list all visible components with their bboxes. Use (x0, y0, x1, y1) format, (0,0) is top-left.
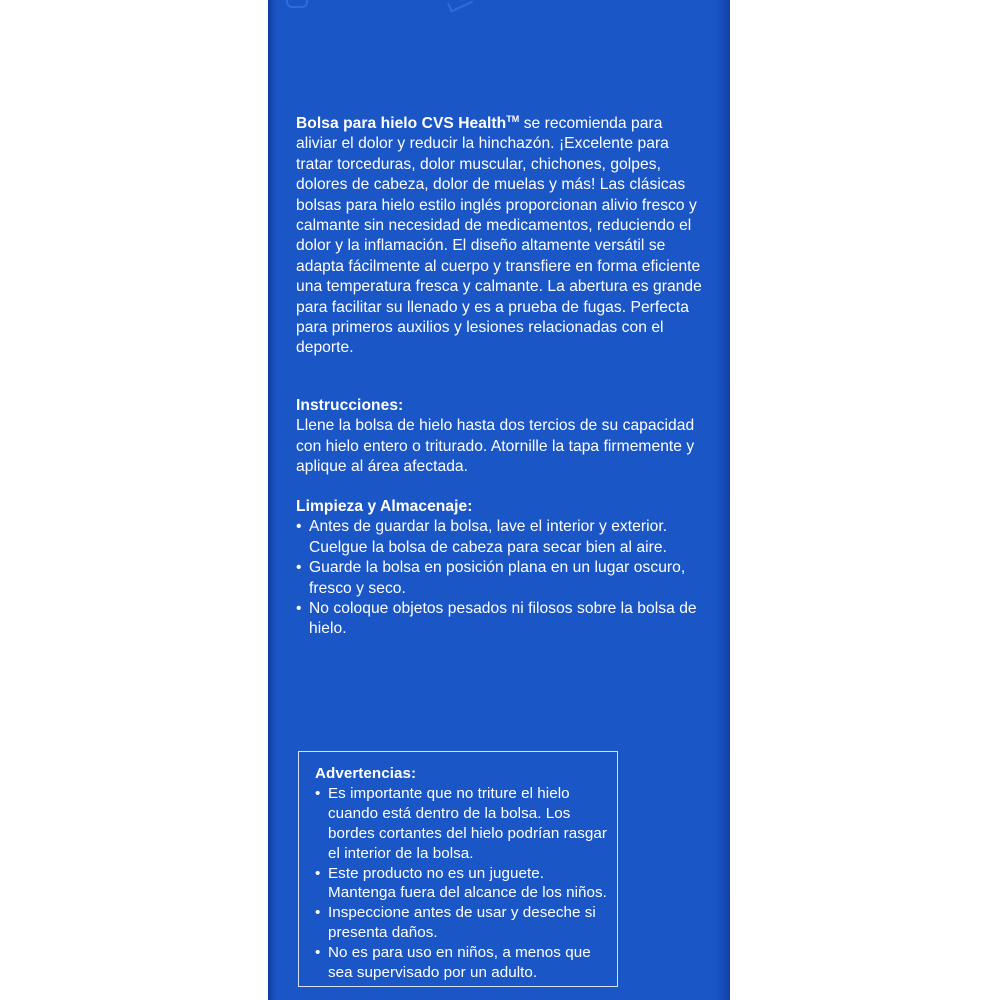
package-left-edge (268, 0, 276, 1000)
list-item-text: No es para uso en niños, a menos que sea supervisado por un adulto. (328, 944, 591, 982)
top-decoration (286, 0, 308, 8)
bullet-icon: • (296, 518, 302, 536)
list-item (296, 599, 716, 640)
list-item (315, 784, 611, 864)
warnings-list (315, 784, 611, 983)
instructions-section (296, 396, 706, 478)
list-item (315, 864, 611, 904)
cleaning-title: Limpieza y Almacenaje: (296, 498, 473, 515)
list-item (315, 903, 611, 943)
top-decoration-mark (447, 0, 473, 13)
list-item (296, 558, 716, 599)
list-item-text: No coloque objetos pesados ni filosos sobre la bolsa de hielo. (309, 600, 697, 638)
list-item (296, 517, 716, 558)
instructions-title: Instrucciones: (296, 397, 404, 414)
warnings-title: Advertencias: (315, 765, 417, 782)
cleaning-section (296, 497, 716, 640)
list-item (315, 943, 611, 983)
package-panel (268, 0, 730, 1000)
list-item-text: Guarde la bolsa en posición plana en un lugar oscuro, fresco y seco. (309, 559, 686, 597)
description-body: se recomienda para aliviar el dolor y reducir la hinchazón. ¡Excelente para tratar torceduras, dolor muscular, chichones, golpes, dolores de cabeza, dolor de muelas y más! Las clásicas bolsas para hielo estilo inglés proporcionan alivio fresco y calmante sin necesidad de medicamentos, reduciendo el dolor y la inflamación. El diseño altamente versátil se adapta fácilmente al cuerpo y transfiere en forma eficiente una temperatura fresca y calmante. La abertura es grande para facilitar su llenado y es a prueba de fugas. Perfecta para primeros auxilios y lesiones relacionadas con el deporte. (296, 115, 702, 357)
brand-name: Bolsa para hielo CVS Health (296, 115, 507, 132)
bullet-icon: • (315, 864, 321, 882)
list-item-text: Antes de guardar la bolsa, lave el interior y exterior. Cuelgue la bolsa de cabeza para secar bien al aire. (309, 518, 668, 556)
bullet-icon: • (296, 559, 302, 577)
warnings-section (315, 764, 611, 983)
bullet-icon: • (315, 784, 321, 802)
list-item-text: Es importante que no triture el hielo cuando está dentro de la bolsa. Los bordes cortantes del hielo podrían rasgar el interior de la bolsa. (328, 784, 607, 862)
product-description (296, 109, 706, 359)
cleaning-list (296, 517, 716, 639)
trademark-symbol: TM (506, 114, 520, 124)
bullet-icon: • (315, 904, 321, 922)
panel-edge-shadow (716, 0, 730, 1000)
list-item-text: Inspeccione antes de usar y deseche si presenta daños. (328, 904, 596, 942)
instructions-body: Llene la bolsa de hielo hasta dos tercios de su capacidad con hielo entero o triturado. Atornille la tapa firmemente y aplique al área afectada. (296, 417, 695, 476)
bullet-icon: • (315, 944, 321, 962)
warnings-box (298, 751, 618, 987)
bullet-icon: • (296, 600, 302, 618)
list-item-text: Este producto no es un juguete. Mantenga fuera del alcance de los niños. (328, 864, 607, 902)
